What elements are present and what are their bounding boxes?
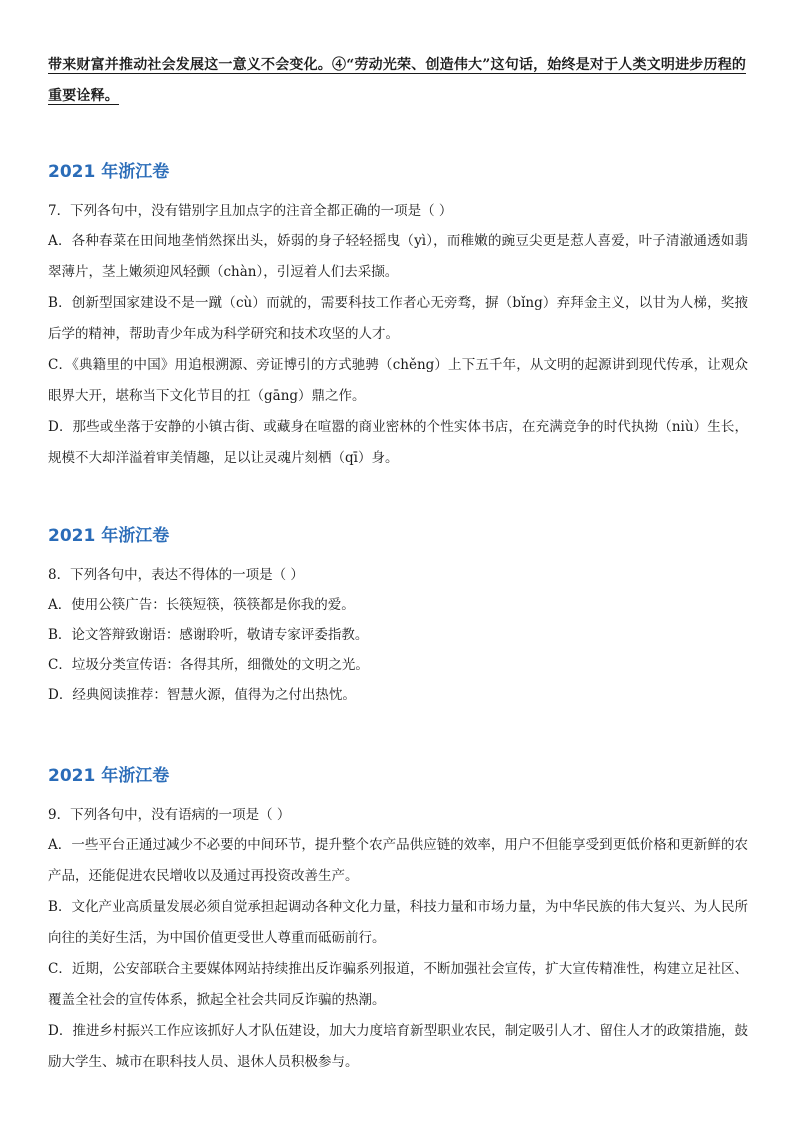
question-section-8 [48, 524, 748, 710]
intro-paragraph [48, 50, 748, 112]
option-a: A．一些平台正通过减少不必要的中间环节，提升整个农产品供应链的效率，用户不但能享受到更低价格和更新鲜的农产品，还能促进农民增收以及通过再投资改善生产。 [48, 837, 748, 884]
question-stem: 7．下列各句中，没有错别字且加点字的注音全都正确的一项是（ ） [48, 203, 453, 219]
question-section-9 [48, 764, 748, 1078]
option-c: C．近期，公安部联合主要媒体网站持续推出反诈骗系列报道，不断加强社会宣传，扩大宣传精准性，构建立足社区、覆盖全社会的宣传体系，掀起全社会共同反诈骗的热潮。 [48, 961, 748, 1008]
option-d: D．经典阅读推荐：智慧火源，值得为之付出热忱。 [48, 687, 356, 703]
option-a: A．各种春菜在田间地垄悄然探出头，娇弱的身子轻轻摇曳（yì），而稚嫩的豌豆尖更是惹人喜爱，叶子清澈通透如翡翠薄片，茎上嫩须迎风轻颤（chàn），引逗着人们去采撷。 [48, 233, 748, 280]
option-d: D．推进乡村振兴工作应该抓好人才队伍建设，加大力度培育新型职业农民，制定吸引人才、留住人才的政策措施，鼓励大学生、城市在职科技人员、退休人员积极参与。 [48, 1023, 748, 1070]
option-a: A．使用公筷广告：长筷短筷，筷筷都是你我的爱。 [48, 597, 355, 613]
option-b: B．创新型国家建设不是一蹴（cù）而就的，需要科技工作者心无旁骛，摒（bǐng）弃拜金主义，以甘为人梯，奖掖后学的精神，帮助青少年成为科学研究和技术攻坚的人才。 [48, 295, 748, 342]
option-c: C．《典籍里的中国》用追根溯源、旁证博引的方式驰骋（chěng）上下五千年，从文明的起源讲到现代传承，让观众眼界大开，堪称当下文化节目的扛（gāng）鼎之作。 [48, 357, 748, 404]
option-b: B．文化产业高质量发展必须自觉承担起调动各种文化力量，科技力量和市场力量，为中华民族的伟大复兴、为人民所向往的美好生活，为中国价值更受世人尊重而砥砺前行。 [48, 899, 748, 946]
section-title: 2021 年浙江卷 [48, 526, 170, 546]
question-stem: 9．下列各句中，没有语病的一项是（ ） [48, 807, 291, 823]
section-title: 2021 年浙江卷 [48, 766, 170, 786]
option-c: C．垃圾分类宣传语：各得其所，细微处的文明之光。 [48, 657, 369, 673]
option-b: B．论文答辩致谢语：感谢聆听，敬请专家评委指教。 [48, 627, 369, 643]
section-title: 2021 年浙江卷 [48, 162, 170, 182]
question-stem: 8．下列各句中，表达不得体的一项是（ ） [48, 567, 304, 583]
question-section-7 [48, 160, 748, 474]
option-d: D．那些或坐落于安静的小镇古街、或藏身在喧嚣的商业密林的个性实体书店，在充满竞争的时代执拗（niù）生长，规模不大却洋溢着审美情趣，足以让灵魂片刻栖（qī）身。 [48, 419, 748, 466]
intro-text: 带来财富并推动社会发展这一意义不会变化。④“劳动光荣、创造伟大”这句话，始终是对于人类文明进步历程的重要诠释。 [48, 57, 747, 104]
